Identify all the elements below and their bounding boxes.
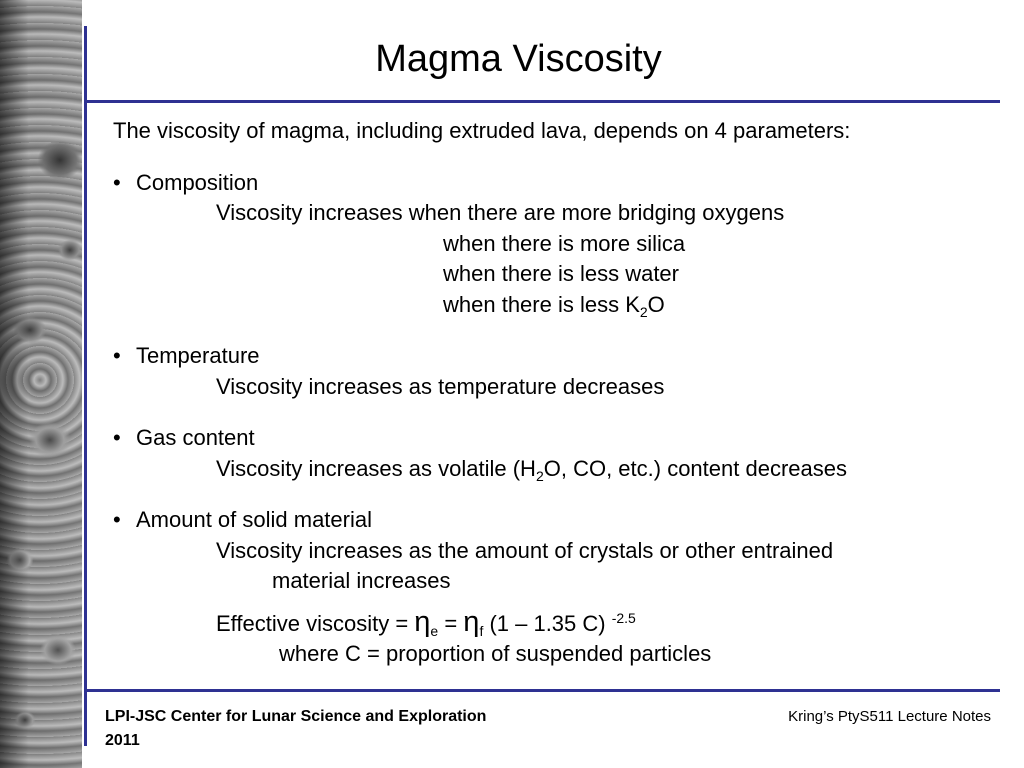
equation-where-line: where C = proportion of suspended particles — [279, 641, 712, 666]
composition-line-4: when there is less $K_2O$ — [443, 291, 665, 320]
footer-course-notes: Kring’s PtyS511 Lecture Notes — [788, 708, 991, 725]
bullet-icon: • — [113, 343, 121, 368]
slide-title: Magma Viscosity — [375, 38, 662, 80]
composition-line-1: Viscosity increases when there are more bridging oxygens — [216, 200, 785, 225]
bullet-heading-solid-material: Amount of solid material — [136, 507, 372, 532]
vertical-divider — [84, 26, 87, 746]
intro-text: The viscosity of magma, including extruded lava, depends on 4 parameters: — [113, 118, 851, 143]
composition-line-3: when there is less water — [443, 261, 679, 286]
bullet-icon: • — [113, 169, 121, 195]
bullet-heading-gas-content: Gas content — [136, 425, 255, 450]
lunar-surface-image — [0, 0, 82, 768]
footer-institution-name: LPI-JSC Center for Lunar Science and Exploration — [105, 708, 487, 725]
footer-year: 2011 — [105, 732, 140, 749]
eta-symbol: η — [463, 605, 480, 638]
gas-line-1: Viscosity increases as volatile ($H_2O$, CO, etc.) content decreases — [216, 455, 847, 484]
solid-line-2: material increases — [272, 568, 451, 593]
composition-line-2: when there is more silica — [443, 230, 686, 256]
bullet-icon: • — [113, 425, 121, 450]
solid-line-1: Viscosity increases as the amount of crystals or other entrained — [216, 537, 834, 563]
footer-institution — [105, 705, 486, 753]
bullet-composition — [113, 168, 993, 321]
slide-body — [113, 116, 993, 691]
bullet-temperature — [113, 341, 993, 402]
bullet-heading-temperature: Temperature — [136, 343, 260, 368]
effective-viscosity-equation: Effective viscosity = $\eta_e = \eta_f$ (1 – 1.35 C) $^{-2.5}$ — [216, 605, 636, 639]
temperature-line-1: Viscosity increases as temperature decreases — [216, 373, 665, 399]
title-divider — [84, 100, 1000, 103]
bullet-gas-content — [113, 423, 993, 484]
bullet-solid-material — [113, 505, 993, 670]
bullet-icon: • — [113, 507, 121, 532]
eta-symbol: η — [414, 605, 431, 638]
bullet-heading-composition: Composition — [136, 169, 259, 195]
